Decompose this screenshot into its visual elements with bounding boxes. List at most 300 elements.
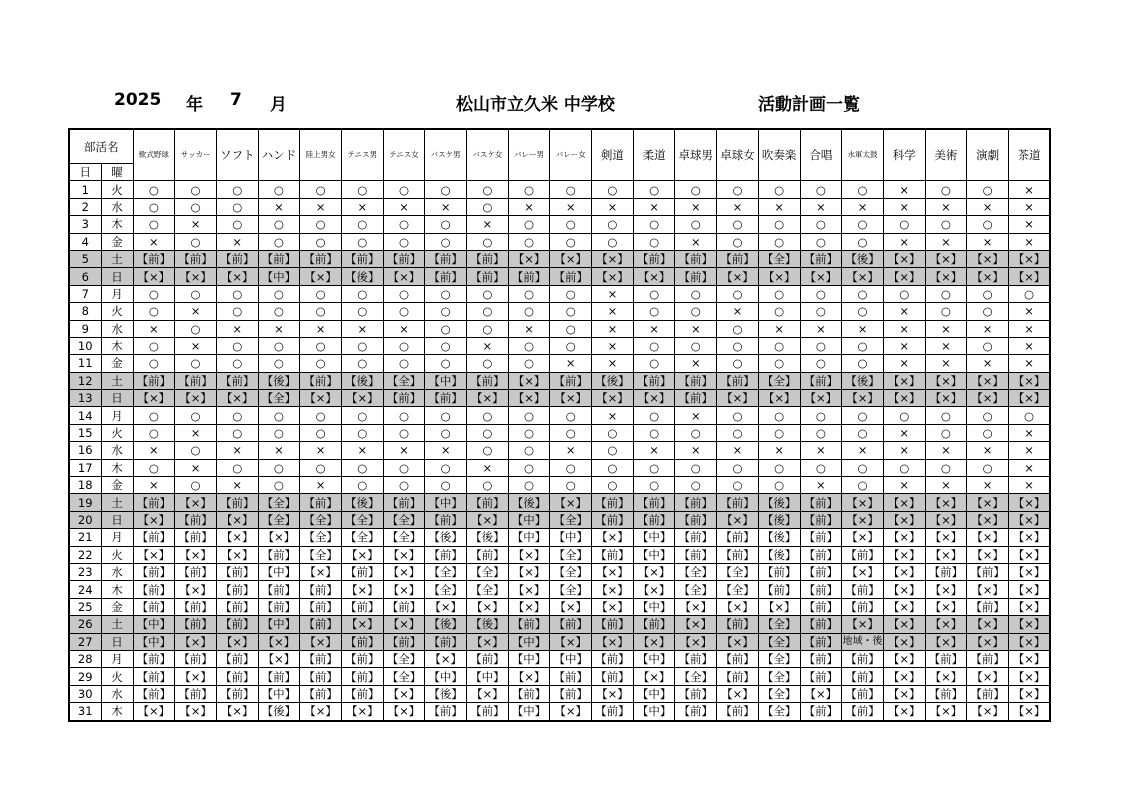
activity-cell: 【×】 (633, 668, 675, 685)
activity-cell: 【×】 (216, 703, 258, 721)
activity-cell: × (383, 198, 425, 215)
activity-cell: × (1008, 477, 1050, 494)
activity-cell: × (592, 355, 634, 372)
activity-cell: 【前】 (175, 616, 217, 633)
activity-cell: 【前】 (550, 668, 592, 685)
activity-cell: ○ (383, 233, 425, 250)
activity-cell: 【×】 (633, 581, 675, 598)
activity-cell: 【全】 (383, 529, 425, 546)
activity-cell: 【×】 (925, 703, 967, 721)
activity-cell: ○ (508, 355, 550, 372)
activity-cell: ○ (633, 233, 675, 250)
activity-cell: 【×】 (883, 390, 925, 407)
activity-cell: ○ (467, 233, 509, 250)
activity-cell: ○ (467, 477, 509, 494)
day-number: 25 (69, 598, 101, 615)
activity-cell: × (758, 320, 800, 337)
activity-cell: 【×】 (883, 372, 925, 389)
activity-cell: ○ (216, 181, 258, 198)
activity-cell: ○ (216, 303, 258, 320)
activity-cell: 【×】 (341, 390, 383, 407)
activity-cell: ○ (592, 442, 634, 459)
activity-cell: 【後】 (467, 616, 509, 633)
activity-cell: ○ (467, 424, 509, 441)
activity-cell: 【×】 (425, 650, 467, 667)
activity-cell: × (1008, 303, 1050, 320)
activity-cell: ○ (508, 424, 550, 441)
activity-cell: 【前】 (967, 685, 1009, 702)
activity-cell: ○ (675, 459, 717, 476)
activity-cell: 【全】 (383, 372, 425, 389)
activity-cell: × (341, 442, 383, 459)
activity-cell: 【×】 (925, 546, 967, 563)
activity-cell: ○ (800, 355, 842, 372)
weekday: 水 (101, 320, 133, 337)
day-number: 29 (69, 668, 101, 685)
activity-cell: 【前】 (425, 390, 467, 407)
day-row (69, 424, 1050, 441)
activity-cell: × (175, 337, 217, 354)
activity-cell: × (717, 442, 759, 459)
weekday: 火 (101, 424, 133, 441)
activity-cell: × (633, 198, 675, 215)
activity-cell: × (300, 320, 342, 337)
day-number: 3 (69, 216, 101, 233)
activity-cell: 【前】 (175, 563, 217, 580)
activity-cell: 【前】 (175, 511, 217, 528)
activity-cell: ○ (717, 181, 759, 198)
activity-cell: 【×】 (925, 250, 967, 267)
activity-cell: ○ (425, 459, 467, 476)
activity-cell: 【×】 (883, 581, 925, 598)
activity-cell: 【前】 (216, 250, 258, 267)
activity-cell: 【×】 (300, 268, 342, 285)
activity-cell: ○ (300, 459, 342, 476)
activity-cell: 【前】 (133, 563, 175, 580)
club-name-header: バスケ男 (425, 129, 467, 181)
activity-cell: ○ (467, 285, 509, 302)
club-name-header: 軟式野球 (133, 129, 175, 181)
day-number: 12 (69, 372, 101, 389)
activity-cell: ○ (175, 285, 217, 302)
activity-cell: ○ (550, 233, 592, 250)
activity-cell: 【前】 (133, 494, 175, 511)
activity-cell: × (675, 355, 717, 372)
activity-cell: 【×】 (967, 494, 1009, 511)
day-row (69, 477, 1050, 494)
activity-cell: 【前】 (633, 372, 675, 389)
activity-cell: ○ (842, 233, 884, 250)
activity-cell: ○ (800, 303, 842, 320)
activity-cell: ○ (508, 233, 550, 250)
activity-cell: 【×】 (967, 633, 1009, 650)
activity-cell: 【全】 (758, 685, 800, 702)
day-number: 31 (69, 703, 101, 721)
day-number: 5 (69, 250, 101, 267)
activity-cell: × (550, 198, 592, 215)
activity-cell: 【×】 (175, 494, 217, 511)
activity-cell: 【後】 (425, 685, 467, 702)
activity-cell: 【×】 (633, 633, 675, 650)
activity-cell: ○ (508, 285, 550, 302)
activity-cell: 【×】 (1008, 372, 1050, 389)
activity-cell: ○ (592, 477, 634, 494)
club-name-header: テニス男 (341, 129, 383, 181)
activity-cell: 【中】 (508, 703, 550, 721)
activity-cell: 【×】 (300, 390, 342, 407)
day-row (69, 529, 1050, 546)
activity-cell: ○ (633, 477, 675, 494)
activity-cell: 【後】 (758, 511, 800, 528)
activity-cell: ○ (925, 285, 967, 302)
activity-cell: ○ (341, 216, 383, 233)
activity-cell: 【全】 (467, 581, 509, 598)
activity-cell: 【中】 (508, 650, 550, 667)
activity-cell: ○ (467, 320, 509, 337)
club-name-header: バレー女 (550, 129, 592, 181)
activity-cell: 【前】 (300, 581, 342, 598)
activity-cell: 【前】 (717, 494, 759, 511)
activity-cell: 【前】 (800, 633, 842, 650)
activity-cell: × (925, 198, 967, 215)
activity-cell: ○ (341, 181, 383, 198)
activity-cell: ○ (175, 198, 217, 215)
activity-cell: 【×】 (883, 494, 925, 511)
activity-cell: 【×】 (883, 546, 925, 563)
activity-cell: 【全】 (717, 563, 759, 580)
activity-cell: 【×】 (550, 703, 592, 721)
activity-cell: 【×】 (383, 616, 425, 633)
activity-cell: 【×】 (717, 268, 759, 285)
activity-cell: ○ (550, 424, 592, 441)
activity-cell: × (175, 459, 217, 476)
activity-cell: × (758, 198, 800, 215)
day-row (69, 268, 1050, 285)
activity-cell: 【前】 (675, 372, 717, 389)
activity-cell: ○ (717, 407, 759, 424)
activity-cell: × (842, 442, 884, 459)
activity-cell: 【×】 (1008, 703, 1050, 721)
activity-cell: ○ (425, 181, 467, 198)
day-number: 9 (69, 320, 101, 337)
club-name-header: 吹奏楽 (758, 129, 800, 181)
activity-cell: 【前】 (675, 650, 717, 667)
activity-cell: 【前】 (175, 685, 217, 702)
activity-cell: 【×】 (842, 494, 884, 511)
activity-cell: 【×】 (758, 390, 800, 407)
activity-cell: 【前】 (842, 668, 884, 685)
activity-cell: 【後】 (592, 372, 634, 389)
activity-cell: ○ (592, 216, 634, 233)
activity-cell: ○ (717, 459, 759, 476)
activity-cell: ○ (258, 233, 300, 250)
activity-cell: ○ (467, 407, 509, 424)
activity-cell: 【×】 (341, 581, 383, 598)
day-row (69, 250, 1050, 267)
activity-cell: 【前】 (133, 598, 175, 615)
day-row (69, 442, 1050, 459)
activity-cell: 【全】 (675, 581, 717, 598)
activity-cell: 【前】 (258, 546, 300, 563)
weekday: 日 (101, 268, 133, 285)
school-name: 松山市立久米 中学校 (456, 95, 615, 115)
activity-cell: ○ (842, 424, 884, 441)
activity-cell: 【×】 (883, 685, 925, 702)
activity-cell: 【×】 (967, 390, 1009, 407)
day-column-label: 日 (69, 164, 101, 181)
activity-cell: 【×】 (300, 633, 342, 650)
activity-cell: 【前】 (425, 633, 467, 650)
activity-cell: 【後】 (341, 372, 383, 389)
activity-cell: ○ (341, 424, 383, 441)
activity-cell: ○ (175, 407, 217, 424)
club-name-header: 卓球男 (675, 129, 717, 181)
activity-cell: 【前】 (216, 650, 258, 667)
activity-cell: ○ (133, 355, 175, 372)
activity-cell: × (1008, 181, 1050, 198)
activity-cell: 【×】 (467, 390, 509, 407)
activity-cell: ○ (675, 337, 717, 354)
day-row (69, 233, 1050, 250)
club-header-row (69, 129, 1050, 164)
activity-cell: 【後】 (258, 703, 300, 721)
activity-cell: 【×】 (133, 268, 175, 285)
activity-cell: 【前】 (675, 685, 717, 702)
activity-cell: 【×】 (175, 703, 217, 721)
activity-cell: 【前】 (633, 250, 675, 267)
activity-cell: 【前】 (592, 546, 634, 563)
activity-cell: 【×】 (675, 633, 717, 650)
activity-cell: 【前】 (592, 494, 634, 511)
activity-cell: ○ (300, 303, 342, 320)
club-name-header: 合唱 (800, 129, 842, 181)
activity-cell: 【前】 (592, 650, 634, 667)
activity-cell: ○ (383, 181, 425, 198)
activity-cell: 【×】 (1008, 250, 1050, 267)
activity-cell: 【前】 (800, 546, 842, 563)
day-row (69, 303, 1050, 320)
activity-cell: 【前】 (675, 250, 717, 267)
activity-cell: 【前】 (717, 668, 759, 685)
activity-cell: ○ (383, 477, 425, 494)
day-number: 23 (69, 563, 101, 580)
activity-cell: ○ (508, 442, 550, 459)
activity-cell: 【前】 (800, 494, 842, 511)
activity-cell: ○ (258, 355, 300, 372)
day-row (69, 650, 1050, 667)
day-number: 21 (69, 529, 101, 546)
activity-cell: ○ (967, 181, 1009, 198)
activity-cell: 【×】 (175, 668, 217, 685)
activity-cell: 【前】 (800, 598, 842, 615)
weekday: 土 (101, 250, 133, 267)
activity-cell: 【×】 (883, 563, 925, 580)
activity-cell: 【前】 (341, 650, 383, 667)
activity-cell: ○ (425, 424, 467, 441)
activity-cell: ○ (133, 407, 175, 424)
activity-cell: 【前】 (383, 494, 425, 511)
activity-cell: 【×】 (842, 268, 884, 285)
day-row (69, 598, 1050, 615)
activity-cell: 【×】 (592, 633, 634, 650)
weekday: 火 (101, 546, 133, 563)
activity-cell: ○ (467, 198, 509, 215)
activity-cell: ○ (883, 285, 925, 302)
activity-cell: 【前】 (967, 650, 1009, 667)
activity-cell: ○ (842, 477, 884, 494)
activity-cell: 【×】 (341, 703, 383, 721)
activity-cell: × (592, 303, 634, 320)
activity-cell: 【×】 (842, 529, 884, 546)
activity-cell: 【×】 (550, 250, 592, 267)
activity-cell: 【前】 (633, 511, 675, 528)
activity-cell: ○ (550, 285, 592, 302)
corner-label: 部活名 (69, 129, 133, 164)
activity-cell: 【×】 (1008, 511, 1050, 528)
activity-cell: ○ (717, 337, 759, 354)
activity-cell: ○ (341, 407, 383, 424)
activity-cell: 【×】 (508, 598, 550, 615)
activity-cell: 【×】 (383, 546, 425, 563)
activity-cell: ○ (967, 285, 1009, 302)
weekday: 月 (101, 285, 133, 302)
activity-cell: 【×】 (758, 268, 800, 285)
activity-cell: ○ (883, 459, 925, 476)
activity-cell: × (467, 216, 509, 233)
day-row (69, 633, 1050, 650)
activity-cell: 【中】 (133, 616, 175, 633)
activity-cell: 【×】 (1008, 598, 1050, 615)
club-name-header: 柔道 (633, 129, 675, 181)
activity-cell: 【前】 (800, 563, 842, 580)
activity-cell: 【中】 (258, 685, 300, 702)
activity-cell: ○ (341, 355, 383, 372)
activity-cell: 【全】 (383, 511, 425, 528)
activity-cell: ○ (758, 407, 800, 424)
activity-cell: 【×】 (925, 372, 967, 389)
activity-cell: 【前】 (675, 390, 717, 407)
activity-cell: ○ (425, 320, 467, 337)
activity-cell: × (216, 477, 258, 494)
activity-cell: 【×】 (1008, 616, 1050, 633)
activity-cell: ○ (300, 407, 342, 424)
activity-cell: ○ (300, 216, 342, 233)
activity-cell: 【×】 (133, 511, 175, 528)
weekday: 月 (101, 529, 133, 546)
activity-cell: 【前】 (425, 703, 467, 721)
activity-cell: × (800, 198, 842, 215)
activity-cell: 【前】 (758, 581, 800, 598)
activity-cell: 【×】 (883, 268, 925, 285)
activity-cell: ○ (258, 216, 300, 233)
activity-cell: ○ (1008, 407, 1050, 424)
activity-cell: 【後】 (758, 529, 800, 546)
activity-cell: 【×】 (925, 268, 967, 285)
activity-cell: 【中】 (633, 650, 675, 667)
activity-cell: ○ (258, 285, 300, 302)
activity-cell: 【中】 (550, 529, 592, 546)
activity-cell: 【後】 (341, 494, 383, 511)
activity-cell: 【前】 (425, 268, 467, 285)
activity-cell: ○ (758, 303, 800, 320)
activity-cell: × (1008, 337, 1050, 354)
activity-cell: 【前】 (216, 563, 258, 580)
activity-cell: ○ (175, 477, 217, 494)
activity-cell: 【全】 (758, 633, 800, 650)
activity-cell: ○ (717, 233, 759, 250)
activity-cell: 【前】 (800, 616, 842, 633)
activity-cell: × (967, 233, 1009, 250)
activity-cell: 【×】 (717, 511, 759, 528)
activity-cell: 【×】 (1008, 685, 1050, 702)
activity-cell: 【前】 (842, 598, 884, 615)
activity-cell: ○ (842, 337, 884, 354)
activity-cell: ○ (383, 337, 425, 354)
activity-cell: ○ (758, 337, 800, 354)
activity-cell: ○ (592, 181, 634, 198)
activity-cell: ○ (675, 303, 717, 320)
activity-cell: 【前】 (425, 250, 467, 267)
activity-cell: × (717, 303, 759, 320)
activity-cell: × (925, 337, 967, 354)
activity-cell: 【中】 (633, 598, 675, 615)
activity-cell: 【×】 (925, 581, 967, 598)
activity-cell: ○ (883, 407, 925, 424)
activity-cell: 【×】 (467, 511, 509, 528)
activity-cell: 【全】 (300, 546, 342, 563)
activity-cell: ○ (633, 407, 675, 424)
activity-cell: 【前】 (258, 581, 300, 598)
weekday: 月 (101, 650, 133, 667)
activity-cell: × (633, 442, 675, 459)
activity-cell: ○ (592, 233, 634, 250)
activity-cell: 【前】 (175, 529, 217, 546)
activity-cell: ○ (758, 233, 800, 250)
activity-cell: ○ (550, 216, 592, 233)
activity-plan-table (68, 128, 1051, 722)
day-number: 27 (69, 633, 101, 650)
activity-cell: ○ (675, 477, 717, 494)
activity-cell: × (508, 198, 550, 215)
activity-cell: ○ (842, 181, 884, 198)
activity-cell: ○ (300, 285, 342, 302)
weekday: 木 (101, 216, 133, 233)
weekday: 火 (101, 181, 133, 198)
activity-cell: ○ (717, 477, 759, 494)
activity-cell: 【中】 (425, 494, 467, 511)
activity-cell: 【全】 (258, 494, 300, 511)
activity-cell: 【×】 (883, 703, 925, 721)
activity-cell: 【前】 (216, 372, 258, 389)
weekday: 木 (101, 459, 133, 476)
activity-cell: × (800, 477, 842, 494)
activity-cell: × (175, 424, 217, 441)
activity-cell: 【全】 (550, 581, 592, 598)
day-row (69, 320, 1050, 337)
activity-cell: ○ (425, 477, 467, 494)
club-name-header: バレー男 (508, 129, 550, 181)
activity-cell: ○ (425, 233, 467, 250)
activity-cell: × (758, 442, 800, 459)
activity-cell: 【×】 (717, 390, 759, 407)
activity-cell: × (883, 181, 925, 198)
page-title: 活動計画一覧 (758, 95, 860, 115)
activity-cell: 【前】 (592, 668, 634, 685)
activity-cell: ○ (550, 407, 592, 424)
activity-cell: × (1008, 320, 1050, 337)
day-row (69, 198, 1050, 215)
activity-cell: 【×】 (633, 563, 675, 580)
